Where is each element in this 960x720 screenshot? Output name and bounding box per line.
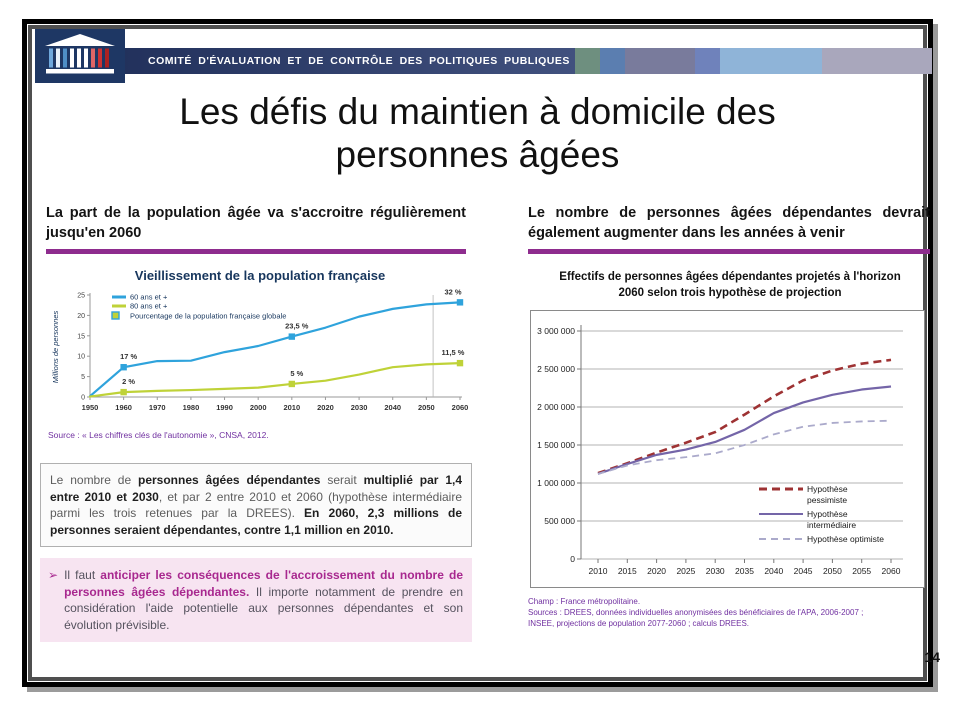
slide-content: [28, 25, 940, 681]
slide-title: [32, 91, 923, 177]
svg-text:2 000 000: 2 000 000: [537, 402, 575, 412]
svg-text:0: 0: [81, 394, 85, 402]
svg-text:2000: 2000: [249, 403, 267, 412]
svg-text:10: 10: [77, 353, 85, 361]
svg-text:1960: 1960: [115, 403, 132, 412]
svg-text:2055: 2055: [852, 566, 872, 576]
caption-line1: Champ : France métropolitaine.: [528, 597, 641, 606]
svg-text:60 ans et +: 60 ans et +: [130, 292, 168, 302]
svg-text:2020: 2020: [317, 403, 334, 412]
dependants-projection-chart-plot: [531, 311, 924, 587]
svg-text:2060: 2060: [451, 403, 469, 412]
population-aging-chart-plot: [48, 285, 472, 417]
svg-text:11,5 %: 11,5 %: [441, 348, 465, 358]
svg-text:2050: 2050: [822, 566, 842, 576]
svg-text:Hypothèse: Hypothèse: [807, 484, 848, 494]
anticipation-callout-box: [40, 558, 472, 642]
dependants-growth-textbox: Le nombre de personnes âgées dépendantes serait multiplié par 1,4 entre 2010 et 2030, et par 2 entre 2010 et 2060 (hypothèse intermédiaire parmi les trois retenues par la DREES). En 2060, 2,3 millions de personnes seraient dépendantes, contre 1,1 million en 2010.: [40, 463, 472, 547]
svg-text:Millions de personnes: Millions de personnes: [51, 310, 60, 384]
svg-text:0: 0: [570, 554, 575, 564]
svg-text:2035: 2035: [735, 566, 754, 576]
svg-text:500 000: 500 000: [544, 516, 575, 526]
left-heading-accent-bar: [46, 249, 466, 254]
svg-text:2040: 2040: [764, 566, 784, 576]
svg-text:1 500 000: 1 500 000: [537, 440, 575, 450]
svg-text:2050: 2050: [418, 403, 435, 412]
banner-color-segment: [720, 48, 822, 74]
svg-text:2030: 2030: [705, 566, 725, 576]
svg-text:1950: 1950: [81, 403, 99, 412]
right-heading-accent-bar: [528, 249, 930, 254]
svg-text:1990: 1990: [216, 403, 233, 412]
svg-text:2045: 2045: [793, 566, 813, 576]
left-chart-source: Source : « Les chiffres clés de l'autonomie », CNSA, 2012.: [48, 430, 269, 440]
svg-text:2040: 2040: [384, 403, 402, 412]
svg-text:25: 25: [77, 292, 85, 300]
dependants-projection-chart: [530, 310, 925, 588]
right-chart-title-line1: Effectifs de personnes âgées dépendantes projetés à l'horizon: [559, 271, 901, 283]
svg-text:32 %: 32 %: [444, 287, 462, 297]
svg-text:2010: 2010: [588, 566, 608, 576]
caption-line3: INSEE, projections de population 2077-2060 ; calculs DREES.: [528, 619, 750, 629]
banner-color-segment: [600, 48, 625, 74]
svg-text:3 000 000: 3 000 000: [537, 326, 575, 336]
svg-text:2 %: 2 %: [122, 377, 136, 387]
svg-text:23,5 %: 23,5 %: [285, 321, 309, 331]
svg-text:15: 15: [77, 333, 85, 341]
left-column-heading: La part de la population âgée va s'accroitre régulièrement jusqu'en 2060: [46, 205, 466, 242]
svg-text:2 500 000: 2 500 000: [537, 364, 575, 374]
svg-text:intermédiaire: intermédiaire: [807, 520, 857, 530]
svg-text:80 ans et +: 80 ans et +: [130, 301, 168, 311]
svg-text:2025: 2025: [676, 566, 696, 576]
svg-text:1 000 000: 1 000 000: [537, 478, 575, 488]
svg-text:17 %: 17 %: [120, 352, 138, 362]
right-chart-title: [528, 270, 932, 301]
svg-text:pessimiste: pessimiste: [807, 495, 848, 505]
population-aging-chart: [48, 268, 472, 422]
svg-text:Pourcentage de la population f: Pourcentage de la population française globale: [130, 311, 287, 321]
svg-text:2020: 2020: [647, 566, 667, 576]
banner-color-strip: [575, 48, 932, 74]
slide-title-line1: Les défis du maintien à domicile des: [179, 91, 776, 132]
svg-text:20: 20: [77, 312, 85, 320]
svg-text:5 %: 5 %: [290, 368, 304, 378]
page-number: 14: [924, 649, 940, 665]
svg-text:2030: 2030: [350, 403, 368, 412]
svg-text:1970: 1970: [148, 403, 166, 412]
svg-text:Hypothèse optimiste: Hypothèse optimiste: [807, 534, 885, 544]
assemblee-nationale-logo-icon: [35, 29, 125, 83]
left-chart-title: Vieillissement de la population française: [134, 268, 386, 283]
svg-text:2015: 2015: [617, 566, 637, 576]
committee-banner-text: COMITÉ D'ÉVALUATION ET DE CONTRÔLE DES POLITIQUES PUBLIQUES: [120, 48, 575, 74]
svg-text:2010: 2010: [283, 403, 301, 412]
right-chart-title-line2: 2060 selon trois hypothèse de projection: [618, 286, 842, 299]
slide-title-line2: personnes âgées: [335, 133, 620, 175]
right-column-heading: Le nombre de personnes âgées dépendantes devrait également augmenter dans les années à venir: [528, 205, 930, 242]
svg-text:5: 5: [81, 374, 85, 382]
slide-frame: [22, 19, 940, 687]
banner-color-segment: [822, 48, 932, 74]
banner-color-segment: [695, 48, 720, 74]
caption-line2: Sources : DREES, données individuelles anonymisées des bénéficiaires de l'APA, 2006-2007 ;: [528, 608, 864, 618]
right-chart-caption: [528, 596, 940, 630]
banner-color-segment: [625, 48, 695, 74]
banner-color-segment: [575, 48, 600, 74]
anticipation-callout-text: Il faut anticiper les conséquences de l'accroissement du nombre de personnes âgées dépendantes. Il importe notamment de prendre en considération l'aide potentielle aux personnes dépendantes et son évolution prévisible.: [64, 568, 464, 632]
header-banner: [120, 48, 932, 74]
arrow-bullet-icon: ➢: [48, 568, 59, 582]
svg-text:1980: 1980: [182, 403, 200, 412]
svg-text:Hypothèse: Hypothèse: [807, 509, 848, 519]
svg-text:2060: 2060: [881, 566, 901, 576]
